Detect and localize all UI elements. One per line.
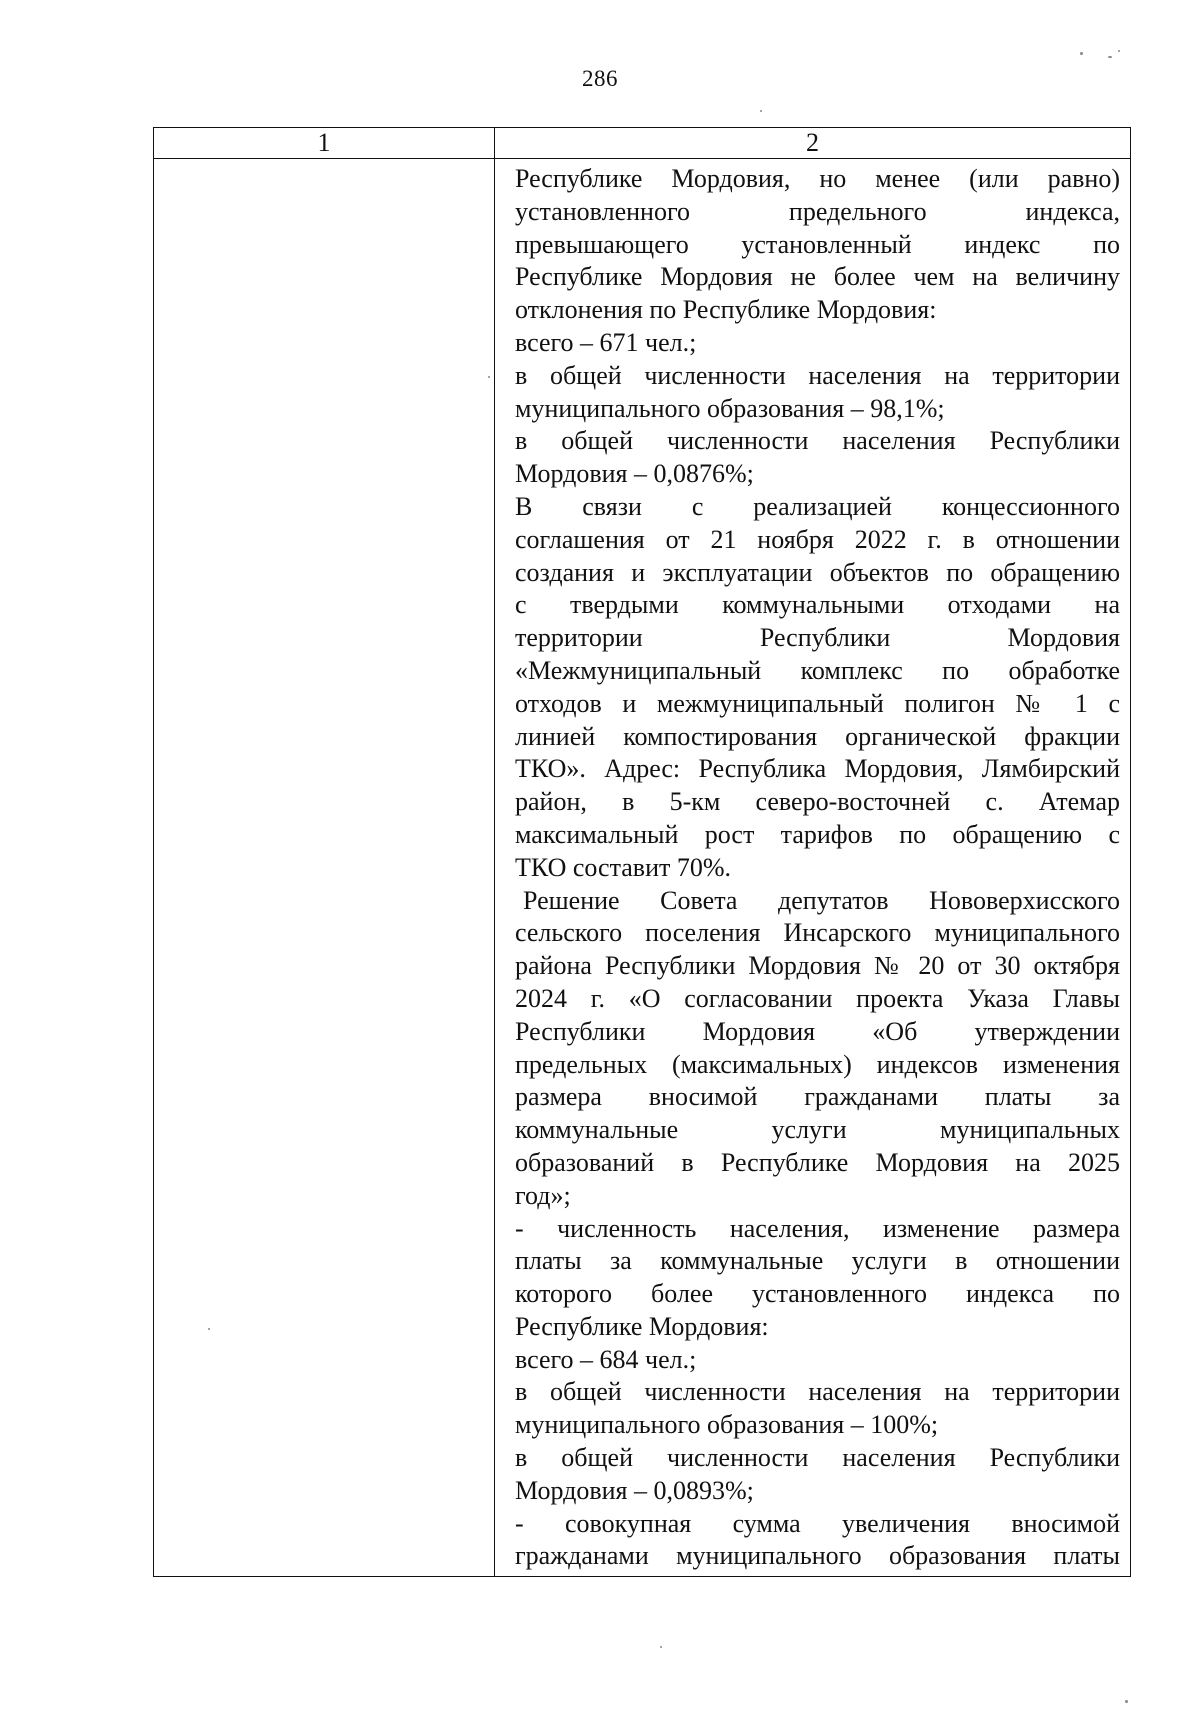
text-line: всего – 671 чел.; bbox=[515, 327, 697, 357]
text-line: Решение Совета депутатов Нововерхисского bbox=[523, 885, 1120, 915]
text-line: максимальный рост тарифов по обращению с bbox=[515, 819, 1120, 849]
text-line: Республике Мордовия: bbox=[515, 1311, 769, 1341]
text-line: муниципального образования – 100%; bbox=[515, 1410, 939, 1440]
table-row bbox=[154, 159, 1131, 1577]
text-line: ТКО составит 70%. bbox=[515, 852, 732, 882]
text-line: сельского поселения Инсарского муниципального bbox=[515, 918, 1120, 948]
text-line: Республики Мордовия «Об утверждении bbox=[515, 1016, 1120, 1046]
text-line: создания и эксплуатации объектов по обращению bbox=[515, 557, 1120, 587]
text-line: год»; bbox=[515, 1180, 571, 1210]
table-header-row bbox=[154, 128, 1131, 159]
text-line: в общей численности населения на территории bbox=[515, 1377, 1120, 1407]
document-table bbox=[153, 127, 1131, 1577]
text-line: линией компостирования органической фракции bbox=[515, 721, 1120, 751]
text-line: коммунальные услуги муниципальных bbox=[515, 1115, 1120, 1145]
text-line: образований в Республике Мордовия на 2025 bbox=[515, 1147, 1120, 1177]
text-line: территории Республики Мордовия bbox=[515, 623, 1120, 653]
column-2-text bbox=[515, 163, 1120, 1573]
text-line: ТКО». Адрес: Республика Мордовия, Лямбирский bbox=[515, 754, 1120, 784]
column-2-cell bbox=[495, 159, 1131, 1577]
text-line: размера вносимой гражданами платы за bbox=[515, 1082, 1120, 1112]
text-line: В связи с реализацией концессионного bbox=[515, 491, 1120, 521]
text-line: с твердыми коммунальными отходами на bbox=[515, 590, 1120, 620]
text-line: гражданами муниципального образования платы bbox=[515, 1541, 1120, 1571]
text-line: «Межмуниципальный комплекс по обработке bbox=[515, 655, 1120, 685]
text-line: - совокупная сумма увеличения вносимой bbox=[515, 1508, 1120, 1538]
text-line: района Республики Мордовия № 20 от 30 октября bbox=[515, 951, 1120, 981]
page-number: 286 bbox=[582, 66, 618, 91]
column-header-2: 2 bbox=[495, 128, 1131, 159]
text-line: муниципального образования – 98,1%; bbox=[515, 393, 945, 423]
text-line: отходов и межмуниципальный полигон № 1 с bbox=[515, 688, 1120, 718]
text-line: 2024 г. «О согласовании проекта Указа Главы bbox=[515, 983, 1120, 1013]
text-line: отклонения по Республике Мордовия: bbox=[515, 295, 937, 325]
text-line: всего – 684 чел.; bbox=[515, 1344, 697, 1374]
text-line: в общей численности населения Республики bbox=[515, 1443, 1120, 1473]
column-1-cell bbox=[154, 159, 495, 1577]
text-line: в общей численности населения Республики bbox=[515, 426, 1120, 456]
text-line: превышающего установленный индекс по bbox=[515, 229, 1120, 259]
text-line: Мордовия – 0,0876%; bbox=[515, 459, 754, 489]
column-header-1: 1 bbox=[154, 128, 495, 159]
text-line: район, в 5-км северо-восточней с. Атемар bbox=[515, 787, 1120, 817]
text-line: Мордовия – 0,0893%; bbox=[515, 1475, 754, 1505]
text-line: Республике Мордовия не более чем на величину bbox=[515, 262, 1120, 292]
text-line: платы за коммунальные услуги в отношении bbox=[515, 1246, 1120, 1276]
text-line: - численность населения, изменение размера bbox=[515, 1213, 1120, 1243]
text-line: в общей численности населения на территории bbox=[515, 360, 1120, 390]
text-line: установленного предельного индекса, bbox=[515, 196, 1120, 226]
text-line: которого более установленного индекса по bbox=[515, 1279, 1120, 1309]
text-line: предельных (максимальных) индексов изменения bbox=[515, 1049, 1120, 1079]
text-line: соглашения от 21 ноября 2022 г. в отношении bbox=[515, 524, 1120, 554]
text-line: Республике Мордовия, но менее (или равно) bbox=[515, 164, 1120, 193]
